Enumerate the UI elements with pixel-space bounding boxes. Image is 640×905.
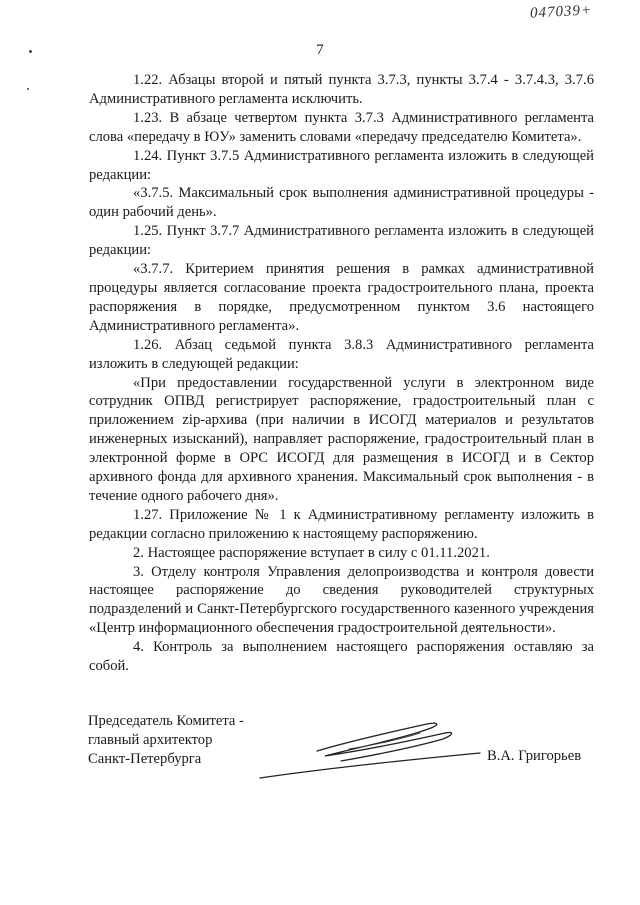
paragraph-3-7-7-quote: «3.7.7. Критерием принятия решения в рамках административной процедуры является согласование проекта градостроительного плана, проекта распоряжения в порядке, предусмотренном пунктом 3.6 настоящего Административного регламента». bbox=[89, 261, 594, 334]
page-number: 7 bbox=[316, 42, 324, 58]
paragraph-1-25: 1.25. Пункт 3.7.7 Административного регламента изложить в следующей редакции: bbox=[89, 223, 594, 259]
paragraph-3-7-5-quote: «3.7.5. Максимальный срок выполнения административной процедуры - один рабочий день». bbox=[89, 185, 594, 221]
paragraph-2: 2. Настоящее распоряжение вступает в силу с 01.11.2021. bbox=[133, 544, 490, 561]
handwritten-signature bbox=[255, 715, 490, 785]
registration-stamp: 047039+ bbox=[529, 2, 593, 22]
paragraph-3-8-3-quote: «При предоставлении государственной услуги в электронном виде сотрудник ОПВД регистрирует распоряжение, градостроительный план с приложением zip-архива (при наличии в ИСОГД материалов и результатов инженерных изысканий), направляет распоряжение, градостроительный план в электронной форме в ОРС ИСОГД для размещения в ИСОГД и в Сектор архивного фонда для архивного хранения. Максимальный срок выполнения - в течение одного рабочего дня». bbox=[89, 374, 594, 504]
signatory-title-line: главный архитектор bbox=[88, 731, 213, 748]
paragraph-4: 4. Контроль за выполнением настоящего распоряжения оставляю за собой. bbox=[89, 639, 594, 675]
paragraph-3: 3. Отделу контроля Управления делопроизводства и контроля довести настоящее распоряжение до сведения руководителей структурных подразделений и Санкт-Петербургского государственного казенного учреждения «Центр информационного обеспечения градостроительной деятельности». bbox=[89, 563, 594, 637]
signatory-title-line: Санкт-Петербурга bbox=[88, 750, 202, 767]
document-body bbox=[89, 71, 594, 676]
paragraph-1-23: 1.23. В абзаце четвертом пункта 3.7.3 Административного регламента слова «передачу в ЮУ» заменить словами «передачу председателю Комитета». bbox=[89, 109, 594, 145]
paragraph-1-24: 1.24. Пункт 3.7.5 Административного регламента изложить в следующей редакции: bbox=[89, 147, 594, 183]
signatory-title-line: Председатель Комитета - bbox=[88, 713, 244, 729]
signatory-name: В.А. Григорьев bbox=[487, 748, 582, 764]
paragraph-1-26: 1.26. Абзац седьмой пункта 3.8.3 Административного регламента изложить в следующей редакции: bbox=[89, 336, 594, 372]
paragraph-1-22: 1.22. Абзацы второй и пятый пункта 3.7.3, пункты 3.7.4 - 3.7.4.3, 3.7.6 Административного регламента исключить. bbox=[89, 72, 594, 107]
paragraph-1-27: 1.27. Приложение № 1 к Административному регламенту изложить в редакции согласно приложению к настоящему распоряжению. bbox=[89, 506, 594, 542]
scan-speck bbox=[27, 88, 29, 90]
